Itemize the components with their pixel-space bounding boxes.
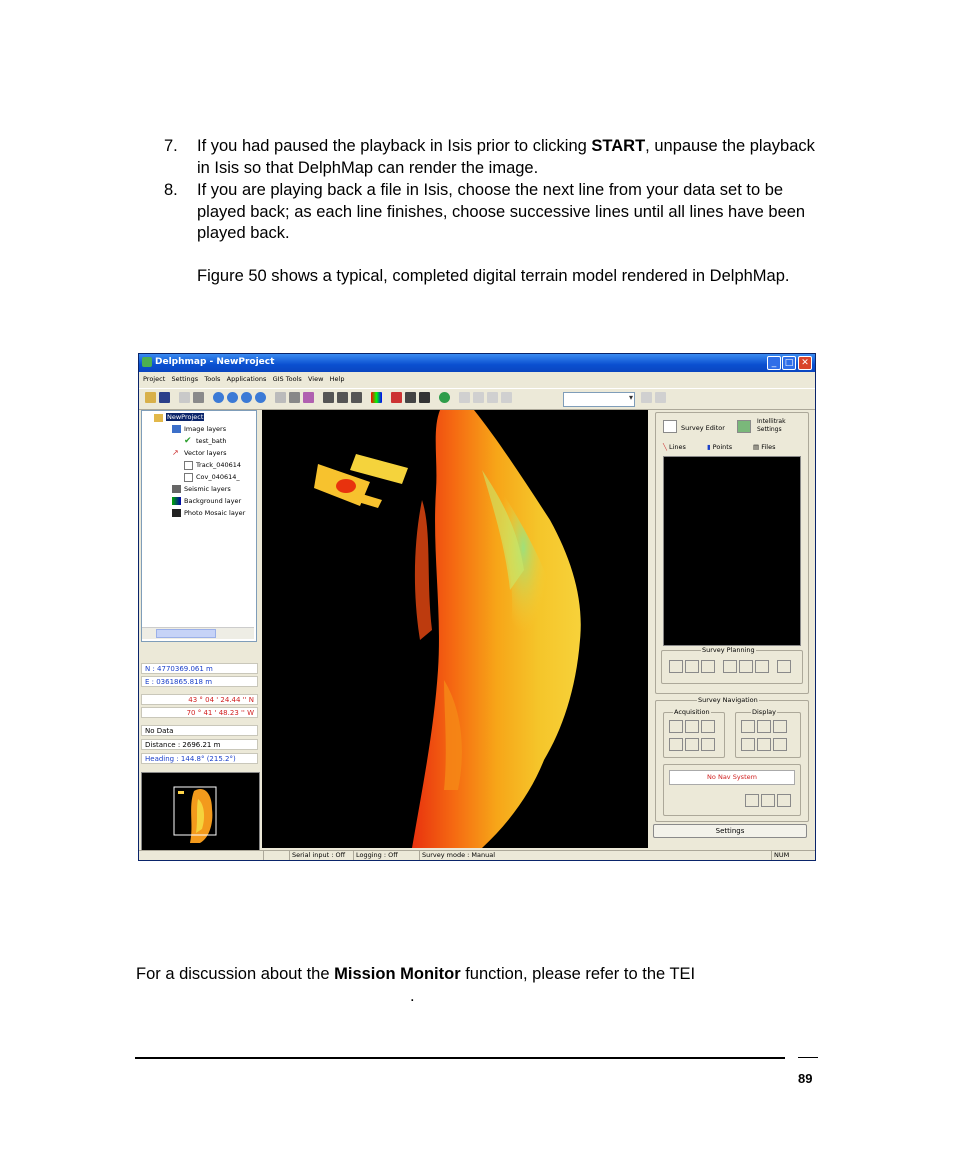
edit-icon[interactable] [501,392,512,403]
zoom-out-icon[interactable] [227,392,238,403]
tab-files[interactable]: ▤ Files [753,443,776,451]
display-track-icon[interactable] [773,720,787,733]
pan-icon[interactable] [275,392,286,403]
minimize-button[interactable]: _ [767,356,781,370]
globe-icon[interactable] [439,392,450,403]
line-tool-icon[interactable] [459,392,470,403]
acq-edit-icon[interactable] [685,720,699,733]
reverse-icon[interactable] [755,660,769,673]
acquisition-group [663,712,725,758]
checkbox-icon[interactable] [184,473,193,482]
folder-icon[interactable] [655,392,666,403]
menu-applications[interactable]: Applications [226,375,267,383]
menu-project[interactable]: Project [143,375,166,383]
trailing-dot: . [410,987,415,1005]
acq-stop-icon[interactable] [701,720,715,733]
tree-image-layers[interactable]: Image layers [184,425,227,433]
open-icon[interactable] [145,392,156,403]
tab-points[interactable]: ▮ Points [707,443,733,451]
layer-combo[interactable] [563,392,635,407]
acq-record-icon[interactable] [669,720,683,733]
app-icon [142,357,152,367]
intellitrak-label: Intellitrak Settings [757,418,786,433]
axis-icon[interactable] [337,392,348,403]
acq-close-icon[interactable] [701,738,715,751]
properties-icon[interactable] [641,392,652,403]
step-8-number: 8. [164,181,178,199]
marker-icon[interactable] [323,392,334,403]
menu-tools[interactable]: Tools [204,375,221,383]
data-readout: No Data [141,725,258,736]
longitude-readout: 70 ° 41 ' 48.23 '' W [141,707,258,718]
easting-readout: E : 0361865.818 m [141,676,258,687]
photo-mosaic-icon [172,509,181,517]
zoom-extent-icon[interactable] [241,392,252,403]
title-bar [139,354,815,372]
tree-root[interactable]: NewProject [167,413,204,421]
acq-save-icon[interactable] [669,738,683,751]
display-vessel-icon[interactable] [741,720,755,733]
terrain-map-view[interactable] [262,410,648,848]
step-8-text: If you are playing back a file in Isis, choose the next line from your data set to be played back; as each line finishes, choose successive lines until all lines have been played back. [197,181,806,242]
clear-icon[interactable] [777,660,791,673]
zoom-window-icon[interactable] [255,392,266,403]
tree-test-bath[interactable]: test_bath [196,437,227,445]
first-line-icon[interactable] [685,660,699,673]
next-line-icon[interactable] [669,660,683,673]
status-serial: Serial input : Off [289,851,354,860]
survey-lines-list[interactable] [663,456,801,646]
profile-icon[interactable] [303,392,314,403]
nav-system-status: No Nav System [669,770,795,785]
status-bar [139,850,815,861]
acquisition-label: Acquisition [674,708,710,716]
grid-icon[interactable] [351,392,362,403]
delete-icon[interactable] [473,392,484,403]
tree-cov[interactable]: Cov_040614_ [196,473,240,481]
display-label: Display [752,708,776,716]
figure-intro: Figure 50 shows a typical, completed digital terrain model rendered in DelphMap. [197,267,790,285]
survey-planning-label: Survey Planning [702,646,755,654]
settings-button[interactable]: Settings [653,824,807,838]
survey-navigation-label: Survey Navigation [698,696,758,704]
delphmap-window [138,353,816,861]
nav-pointer-icon[interactable] [761,794,775,807]
display-center-icon[interactable] [757,738,771,751]
tree-seismic[interactable]: Seismic layers [184,485,231,493]
menu-bar [139,372,815,386]
overview-map[interactable] [141,772,260,859]
acq-save-as-icon[interactable] [685,738,699,751]
menu-settings[interactable]: Settings [171,375,199,383]
status-num: NUM [771,851,798,860]
checkbox-icon[interactable] [184,461,193,470]
footer-rule [135,1057,785,1059]
scroll-thumb[interactable] [156,629,216,638]
latitude-readout: 43 ° 04 ' 24.44 '' N [141,694,258,705]
northing-readout: N : 4770369.061 m [141,663,258,674]
palette-icon[interactable] [371,392,382,403]
distance-readout: Distance : 2696.21 m [141,739,258,750]
zoom-in-icon[interactable] [213,392,224,403]
heading-readout: Heading : 144.8° (215.2°) [141,753,258,764]
tree-track[interactable]: Track_040614 [196,461,242,469]
offset-down-icon[interactable] [739,660,753,673]
last-line-icon[interactable] [701,660,715,673]
rectangle-icon[interactable] [487,392,498,403]
save-icon[interactable] [159,392,170,403]
status-mode: Survey mode : Manual [419,851,498,860]
survey-panel [653,410,811,850]
footer-rule-short [798,1057,818,1058]
display-group [735,712,801,758]
menu-help[interactable]: Help [329,375,345,383]
offset-up-icon[interactable] [723,660,737,673]
status-logging: Logging : Off [353,851,420,860]
color-map-icon[interactable] [391,392,402,403]
print-preview-icon[interactable] [179,392,190,403]
tools-icon[interactable] [419,392,430,403]
tree-vector-layers[interactable]: Vector layers [184,449,227,457]
paint-icon[interactable] [405,392,416,403]
tree-photo[interactable]: Photo Mosaic layer [184,509,246,517]
tab-lines[interactable]: ╲ Lines [663,443,686,451]
status-blank [263,851,290,860]
nav-list-icon[interactable] [745,794,759,807]
layer-tree [141,410,257,642]
overview-map-image [142,773,259,858]
tree-scrollbar[interactable] [142,627,254,639]
display-zoom-icon[interactable] [773,738,787,751]
survey-editor-icon[interactable] [663,420,677,433]
survey-editor-label: Survey Editor [681,424,725,432]
intellitrak-icon[interactable] [737,420,751,433]
background-icon [172,497,181,505]
checked-icon[interactable]: ✔ [184,436,192,446]
terrain-model-image [262,410,648,848]
maximize-button[interactable]: □ [782,356,796,370]
discussion-text: For a discussion about the Mission Monitor function, please refer to the TEI [136,965,696,983]
vector-layers-icon: ↗ [172,448,179,457]
step-7-text: If you had paused the playback in Isis prior to clicking START, unpause the playback in Isis so that DelphMap can render the image. [197,137,815,177]
menu-gis-tools[interactable]: GIS Tools [272,375,302,383]
step-7-number: 7. [164,137,178,155]
close-button[interactable]: ✕ [798,356,812,370]
image-layers-icon [172,425,181,433]
project-folder-icon [154,414,163,422]
page-number: 89 [798,1071,813,1086]
window-title: Delphmap - NewProject [155,357,275,367]
nav-warning-icon[interactable] [777,794,791,807]
tree-background[interactable]: Background layer [184,497,242,505]
seismic-icon [172,485,181,493]
print-icon[interactable] [193,392,204,403]
display-north-icon[interactable] [757,720,771,733]
display-map-icon[interactable] [741,738,755,751]
measure-icon[interactable] [289,392,300,403]
menu-view[interactable]: View [308,375,324,383]
toolbar [139,388,815,410]
